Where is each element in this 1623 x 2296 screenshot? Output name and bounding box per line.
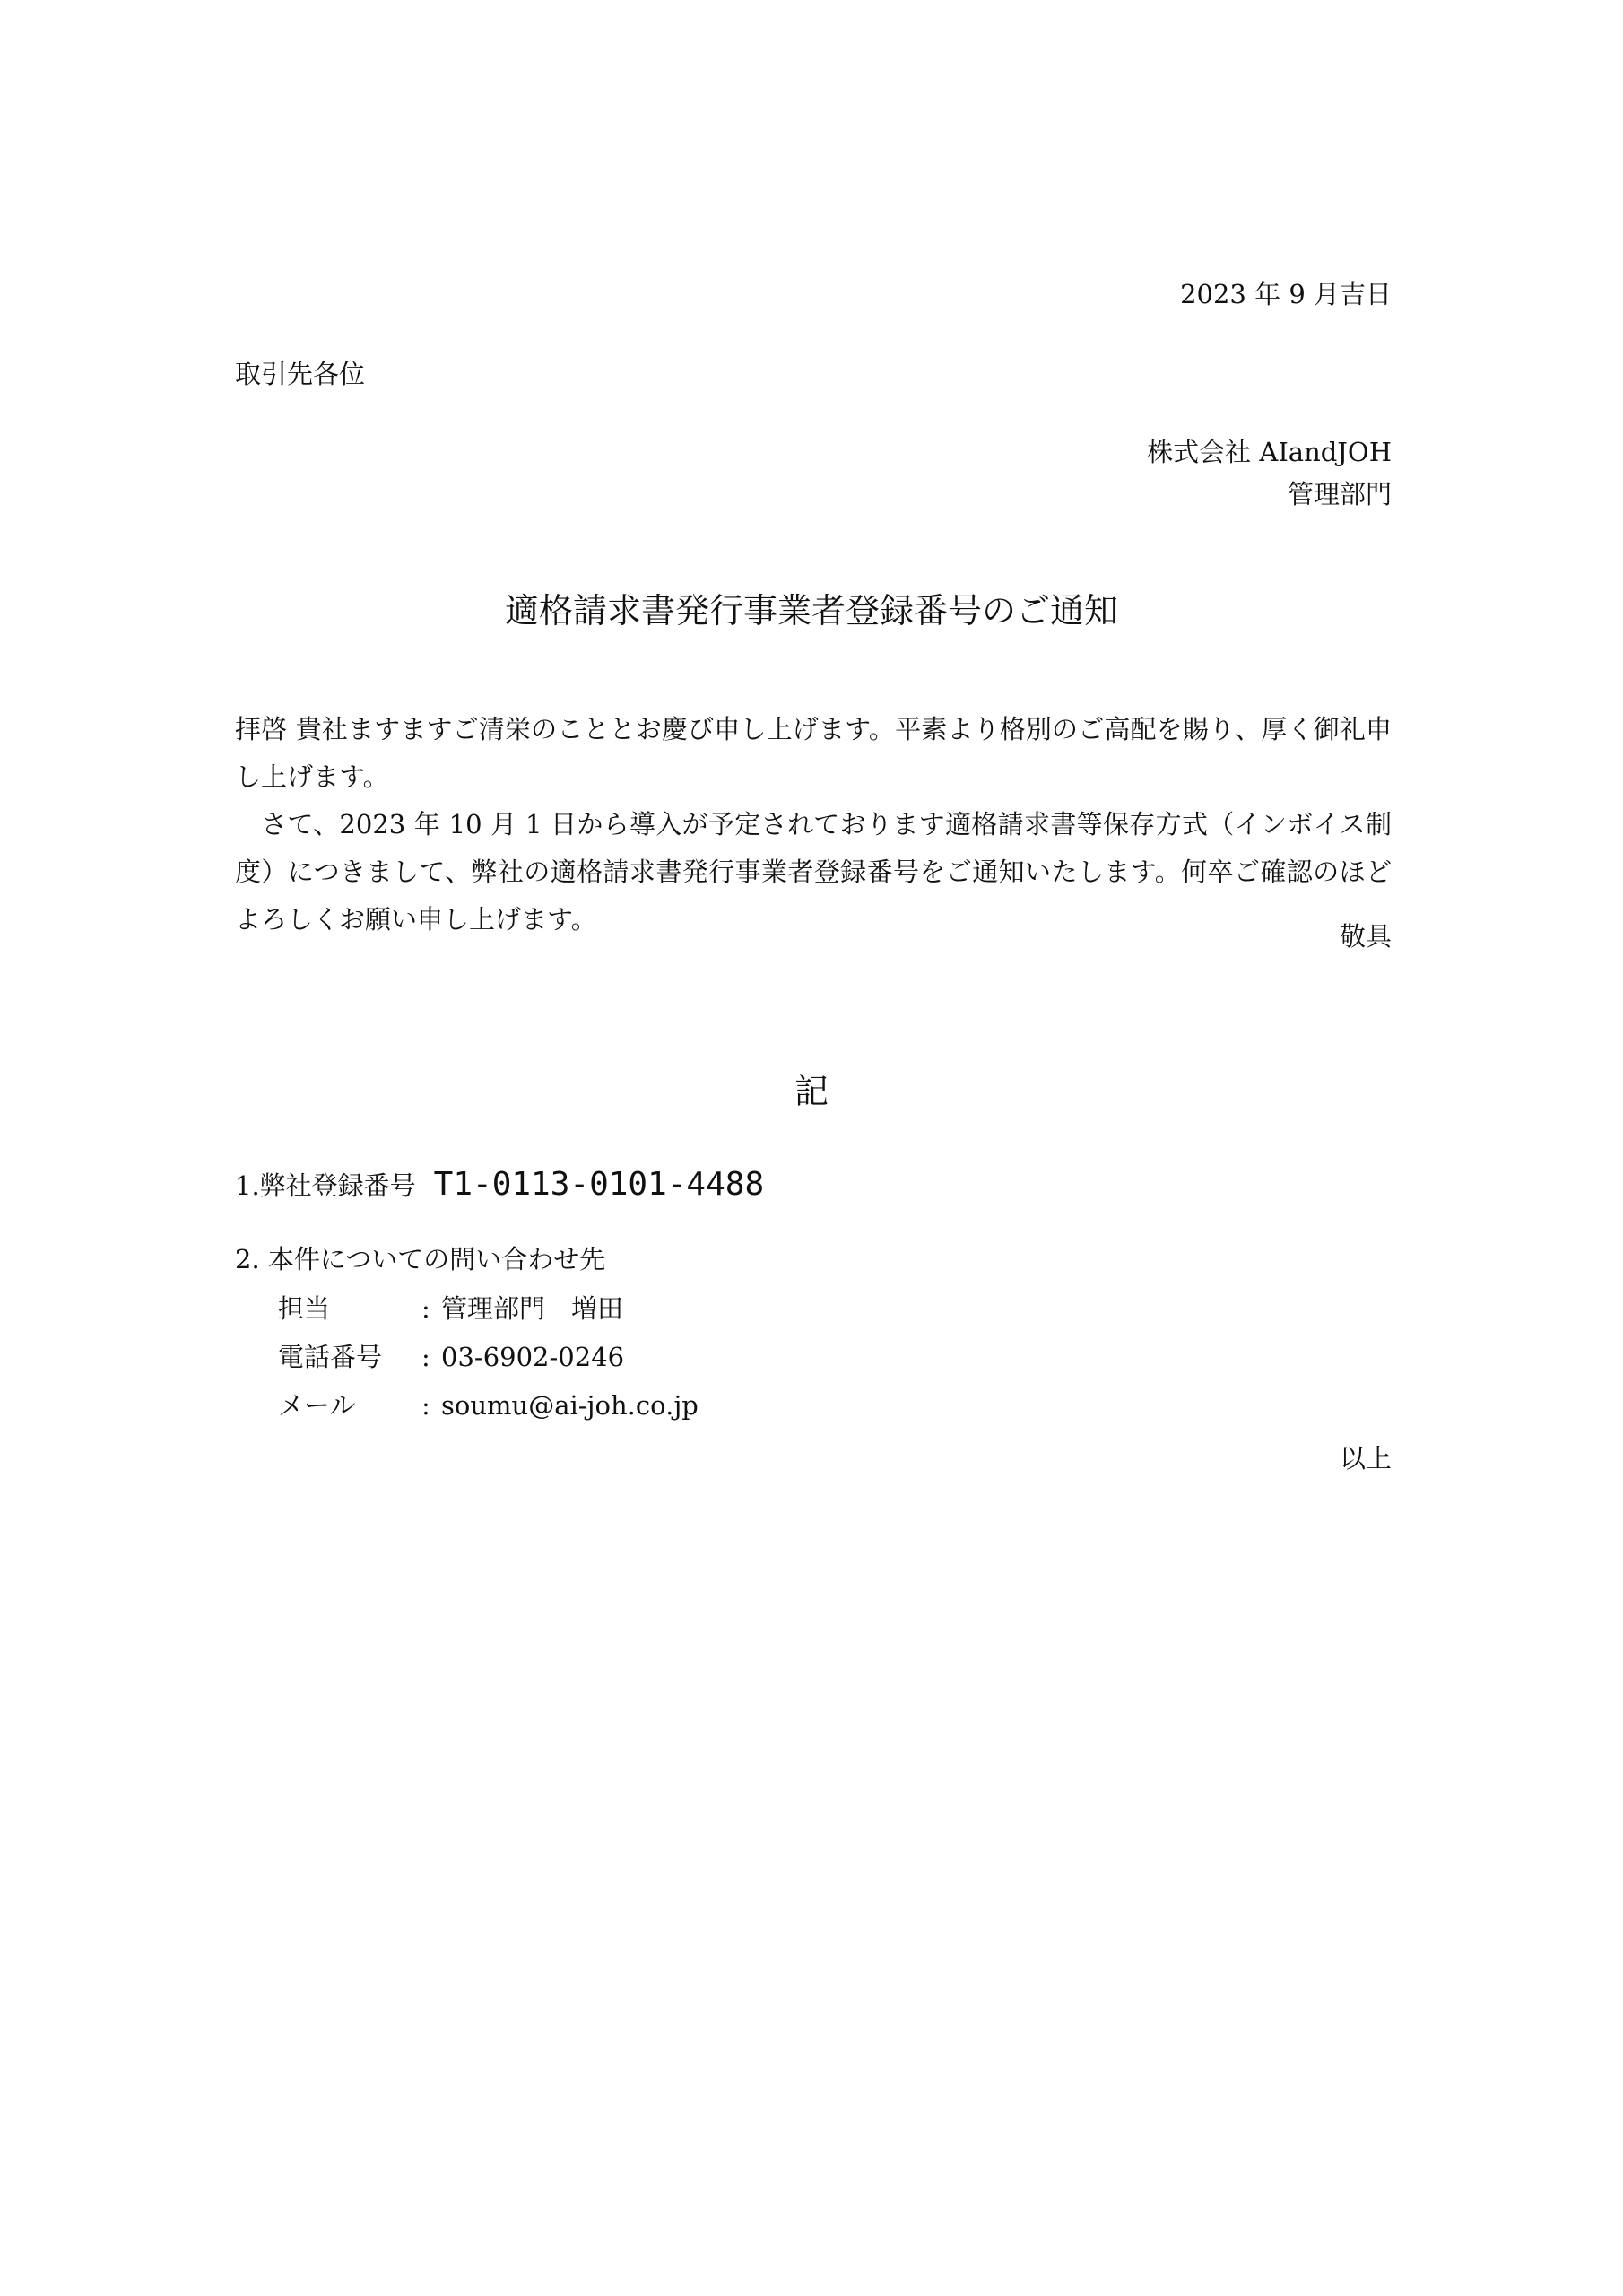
document-title: 適格請求書発行事業者登録番号のご通知: [504, 591, 1118, 631]
closing-remark: 敬具: [1339, 921, 1392, 952]
separator: :: [421, 1390, 430, 1421]
end-mark: 以上: [1339, 1443, 1392, 1474]
registration-number-item: [235, 1166, 765, 1203]
contact-phone-value: 03-6902-0246: [441, 1342, 625, 1372]
registration-number-label: 1.弊社登録番号: [235, 1170, 416, 1201]
registration-number-value: T1-0113-0101-4488: [433, 1166, 765, 1203]
issue-date: 2023 年 9 月吉日: [1180, 279, 1392, 309]
greeting-paragraph: 拝啓 貴社ますますご清栄のこととお慶び申し上げます。平素より格別のご高配を賜り、厚く御礼申し上げます。: [235, 714, 1392, 792]
separator: :: [421, 1293, 430, 1324]
contact-item-heading: 2. 本件についての問い合わせ先: [235, 1244, 606, 1274]
notice-paragraph: さて、2023 年 10 月 1 日から導入が予定されております適格請求書等保存方式（インボイス制度）につきまして、弊社の適格請求書発行事業者登録番号をご通知いたします。何卒ご確認のほどよろしくお願い申し上げます。: [235, 809, 1392, 935]
addressee: 取引先各位: [235, 359, 366, 389]
body-text: [235, 706, 1392, 944]
contact-person-value: 管理部門 増田: [441, 1293, 624, 1324]
contact-person-label: 担当: [278, 1293, 331, 1324]
contact-mail-label: メール: [278, 1390, 356, 1421]
contact-mail-value: soumu@ai-joh.co.jp: [441, 1390, 699, 1421]
separator: :: [421, 1342, 430, 1372]
contact-phone-label: 電話番号: [278, 1342, 383, 1372]
ki-heading: 記: [794, 1072, 829, 1111]
sender-department: 管理部門: [1287, 479, 1392, 509]
contact-mail-row: [278, 1390, 699, 1421]
contact-phone-row: [278, 1344, 624, 1370]
contact-person-row: [278, 1293, 624, 1324]
sender-company: 株式会社 AIandJOH: [1147, 437, 1392, 467]
